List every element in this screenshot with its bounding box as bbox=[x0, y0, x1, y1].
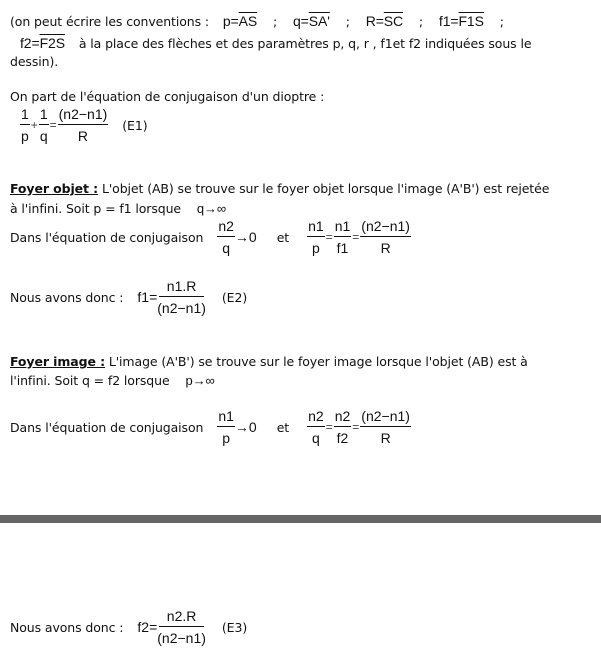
fraction bbox=[360, 408, 411, 446]
result-lead: Nous avons donc : bbox=[10, 289, 124, 305]
equals-sign: = bbox=[352, 230, 360, 244]
fraction bbox=[217, 408, 235, 446]
denominator: (n2−n1) bbox=[157, 300, 206, 316]
denominator: p bbox=[222, 430, 231, 446]
foyer-objet-equations bbox=[10, 218, 411, 256]
result-e2 bbox=[10, 278, 247, 316]
intro-line-2-text: à la place des flèches et des paramètres p, q, r , f1et f2 indiquées sous le bbox=[78, 36, 532, 51]
equality-chain bbox=[307, 218, 411, 256]
result-lhs: f1= bbox=[137, 289, 158, 305]
foyer-image-heading: Foyer image : bbox=[10, 354, 105, 369]
equation-label: (E1) bbox=[122, 117, 148, 133]
conv-lhs: f2= bbox=[20, 35, 40, 51]
numerator: 1 bbox=[39, 106, 49, 125]
limit-expression: p→∞ bbox=[185, 373, 215, 388]
separator: ; bbox=[345, 14, 350, 29]
denominator: R bbox=[380, 430, 391, 446]
separator: ; bbox=[499, 14, 504, 29]
fraction bbox=[334, 408, 352, 446]
denominator: f2 bbox=[336, 430, 349, 446]
tends-to-zero: →0 bbox=[234, 419, 257, 435]
denominator: q bbox=[39, 128, 48, 144]
tends-to-zero: →0 bbox=[234, 229, 257, 245]
conv-rhs: SA' bbox=[308, 13, 330, 29]
foyer-objet-line-1 bbox=[10, 181, 549, 196]
limit-fraction bbox=[217, 408, 256, 446]
fraction bbox=[334, 218, 352, 256]
fraction bbox=[157, 278, 206, 316]
denominator: q bbox=[222, 240, 231, 256]
denominator: p bbox=[312, 240, 320, 256]
fraction bbox=[58, 106, 109, 144]
foyer-objet-line-2 bbox=[10, 201, 226, 216]
convention-q bbox=[293, 13, 330, 29]
denominator: R bbox=[77, 128, 89, 144]
fraction bbox=[157, 608, 206, 646]
conv-rhs: F2S bbox=[39, 35, 65, 51]
limit-expression: q→∞ bbox=[196, 201, 227, 216]
numerator: n2.R bbox=[159, 608, 205, 627]
equation-e1 bbox=[20, 106, 148, 144]
intro-line-2 bbox=[20, 35, 531, 51]
intro-line-3: dessin). bbox=[10, 54, 59, 69]
foyer-image-equations bbox=[10, 408, 411, 446]
foyer-objet-text: L'objet (AB) se trouve sur le foyer objet lorsque l'image (A'B') est rejetée bbox=[98, 181, 550, 196]
equation-lead: Dans l'équation de conjugaison bbox=[10, 229, 204, 245]
equation-lead: Dans l'équation de conjugaison bbox=[10, 419, 204, 435]
conjunction: et bbox=[276, 229, 290, 245]
convention-r bbox=[366, 13, 403, 29]
numerator: n1 bbox=[334, 218, 352, 237]
intro-line-1 bbox=[10, 13, 504, 29]
fraction bbox=[39, 106, 49, 144]
conv-lhs: q= bbox=[293, 13, 309, 29]
numerator: n2 bbox=[217, 218, 235, 237]
fraction bbox=[20, 106, 30, 144]
fraction bbox=[307, 408, 325, 446]
numerator: (n2−n1) bbox=[360, 408, 411, 427]
numerator: n2 bbox=[307, 408, 325, 427]
foyer-image-line-2 bbox=[10, 373, 215, 388]
conv-lhs: f1= bbox=[438, 13, 459, 29]
result-lhs: f2= bbox=[137, 619, 158, 635]
denominator: p bbox=[21, 128, 29, 144]
foyer-image-text: L'image (A'B') se trouve sur le foyer image lorsque l'objet (AB) est à bbox=[104, 354, 528, 369]
convention-p bbox=[223, 13, 257, 29]
separator: ; bbox=[418, 14, 424, 29]
convention-f2 bbox=[20, 35, 65, 51]
equation-e3 bbox=[137, 608, 206, 646]
denominator: (n2−n1) bbox=[157, 630, 206, 646]
result-e3 bbox=[10, 608, 247, 646]
equals-sign: = bbox=[325, 230, 333, 244]
conv-rhs: $\overline{AS}$ bbox=[238, 13, 258, 29]
result-lead: Nous avons donc : bbox=[10, 619, 124, 635]
numerator: n1 bbox=[217, 408, 235, 427]
equation-label: (E2) bbox=[221, 289, 248, 305]
equals-sign: = bbox=[325, 420, 333, 434]
denominator: q bbox=[312, 430, 320, 446]
numerator: (n2−n1) bbox=[360, 218, 411, 237]
convention-f1 bbox=[439, 13, 484, 29]
fraction bbox=[307, 218, 325, 256]
fraction bbox=[217, 218, 235, 256]
foyer-image-condition: l'infini. Soit q = f2 lorsque bbox=[10, 373, 170, 388]
intro-prefix: (on peut écrire les conventions : bbox=[10, 14, 209, 29]
equals-sign: = bbox=[352, 420, 360, 434]
numerator: n1 bbox=[307, 218, 325, 237]
foyer-objet-heading: Foyer objet : bbox=[10, 181, 99, 196]
denominator: R bbox=[380, 240, 391, 256]
fraction bbox=[360, 218, 411, 256]
plus-sign: + bbox=[30, 118, 38, 132]
numerator: (n2−n1) bbox=[58, 106, 109, 125]
conv-rhs: $\overline{SC}$ bbox=[383, 13, 404, 29]
conv-rhs: F1S bbox=[458, 13, 484, 29]
conv-lhs: p= bbox=[222, 13, 239, 29]
denominator: f1 bbox=[336, 240, 349, 256]
equation-e2 bbox=[137, 278, 206, 316]
equals-sign: = bbox=[49, 118, 57, 132]
numerator: n2 bbox=[334, 408, 352, 427]
limit-fraction bbox=[217, 218, 256, 256]
conjunction: et bbox=[276, 419, 290, 435]
equation-label: (E3) bbox=[221, 619, 248, 635]
numerator: n1.R bbox=[159, 278, 205, 297]
foyer-objet-condition: à l'infini. Soit p = f1 lorsque bbox=[10, 201, 181, 216]
section-divider bbox=[0, 515, 601, 523]
e1-lead: On part de l'équation de conjugaison d'un dioptre : bbox=[10, 89, 325, 104]
equality-chain bbox=[307, 408, 411, 446]
separator: ; bbox=[273, 14, 278, 29]
conv-lhs: R= bbox=[365, 13, 384, 29]
numerator: 1 bbox=[20, 106, 30, 125]
foyer-image-line-1 bbox=[10, 354, 528, 369]
